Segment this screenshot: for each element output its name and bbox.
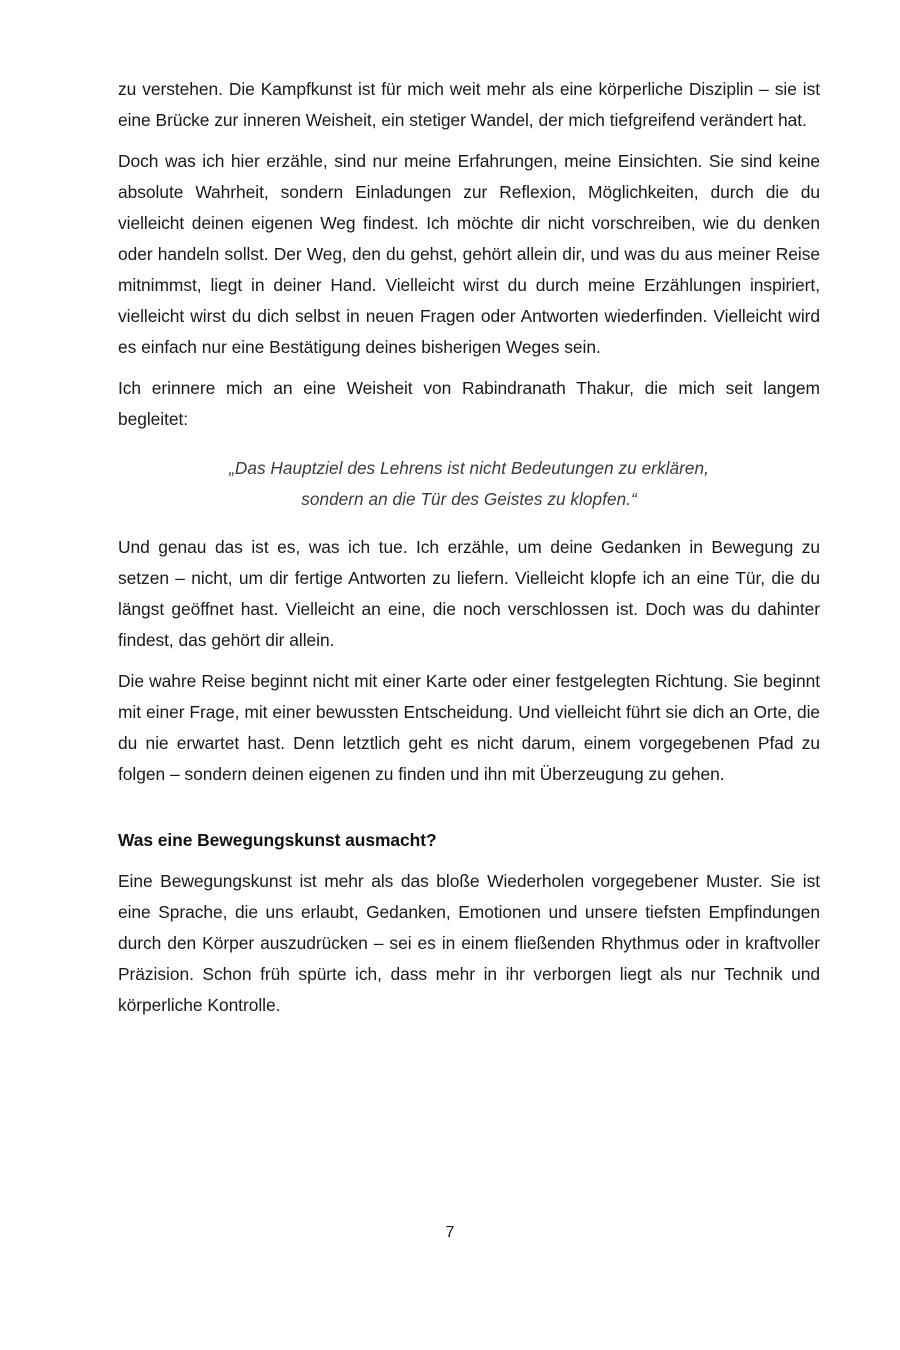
section-heading: Was eine Bewegungskunst ausmacht? bbox=[118, 830, 437, 850]
quote-line-2: sondern an die Tür des Geistes zu klopfen.“ bbox=[301, 489, 637, 509]
paragraph-5: Die wahre Reise beginnt nicht mit einer Karte oder einer festgelegten Richtung. Sie beginnt mit einer Frage, mit einer bewussten Entscheidung. Und vielleicht führt sie dich an Orte, die du nie erwartet hast. Denn letztlich geht es nicht darum, einem vorgegebenen Pfad zu folgen – sondern deinen eigenen zu finden und ihn mit Überzeugung zu gehen. bbox=[118, 671, 820, 784]
paragraph-2: Doch was ich hier erzähle, sind nur meine Erfahrungen, meine Einsichten. Sie sind keine absolute Wahrheit, sondern Einladungen zur Reflexion, Möglichkeiten, durch die du vielleicht deinen eigenen Weg findest. Ich möchte dir nicht vorschreiben, wie du denken oder handeln sollst. Der Weg, den du gehst, gehört allein dir, und was du aus meiner Reise mitnimmst, liegt in deiner Hand. Vielleicht wirst du durch meine Erzählungen inspiriert, vielleicht wirst du dich selbst in neuen Fragen oder Antworten wiederfinden. Vielleicht wird es einfach nur eine Bestätigung deines bisherigen Weges sein. bbox=[118, 151, 820, 357]
paragraph-3-quote-intro: Ich erinnere mich an eine Weisheit von Rabindranath Thakur, die mich seit langem begleitet: bbox=[118, 378, 820, 429]
text-column bbox=[118, 74, 820, 1021]
pull-quote bbox=[118, 453, 820, 515]
quote-line-1: „Das Hauptziel des Lehrens ist nicht Bedeutungen zu erklären, bbox=[229, 458, 709, 478]
paragraph-1: zu verstehen. Die Kampfkunst ist für mich weit mehr als eine körperliche Disziplin – sie ist eine Brücke zur inneren Weisheit, ein stetiger Wandel, der mich tiefgreifend verändert hat. bbox=[118, 79, 820, 130]
paragraph-4: Und genau das ist es, was ich tue. Ich erzähle, um deine Gedanken in Bewegung zu setzen – nicht, um dir fertige Antworten zu liefern. Vielleicht klopfe ich an eine Tür, die du längst geöffnet hast. Vielleicht an eine, die noch verschlossen ist. Doch was du dahinter findest, das gehört dir allein. bbox=[118, 537, 820, 650]
paragraph-6: Eine Bewegungskunst ist mehr als das bloße Wiederholen vorgegebener Muster. Sie ist eine Sprache, die uns erlaubt, Gedanken, Emotionen und unsere tiefsten Empfindungen durch den Körper auszudrücken – sei es in einem fließenden Rhythmus oder in kraftvoller Präzision. Schon früh spürte ich, dass mehr in ihr verborgen liegt als nur Technik und körperliche Kontrolle. bbox=[118, 871, 820, 1015]
page-number: 7 bbox=[445, 1224, 455, 1241]
